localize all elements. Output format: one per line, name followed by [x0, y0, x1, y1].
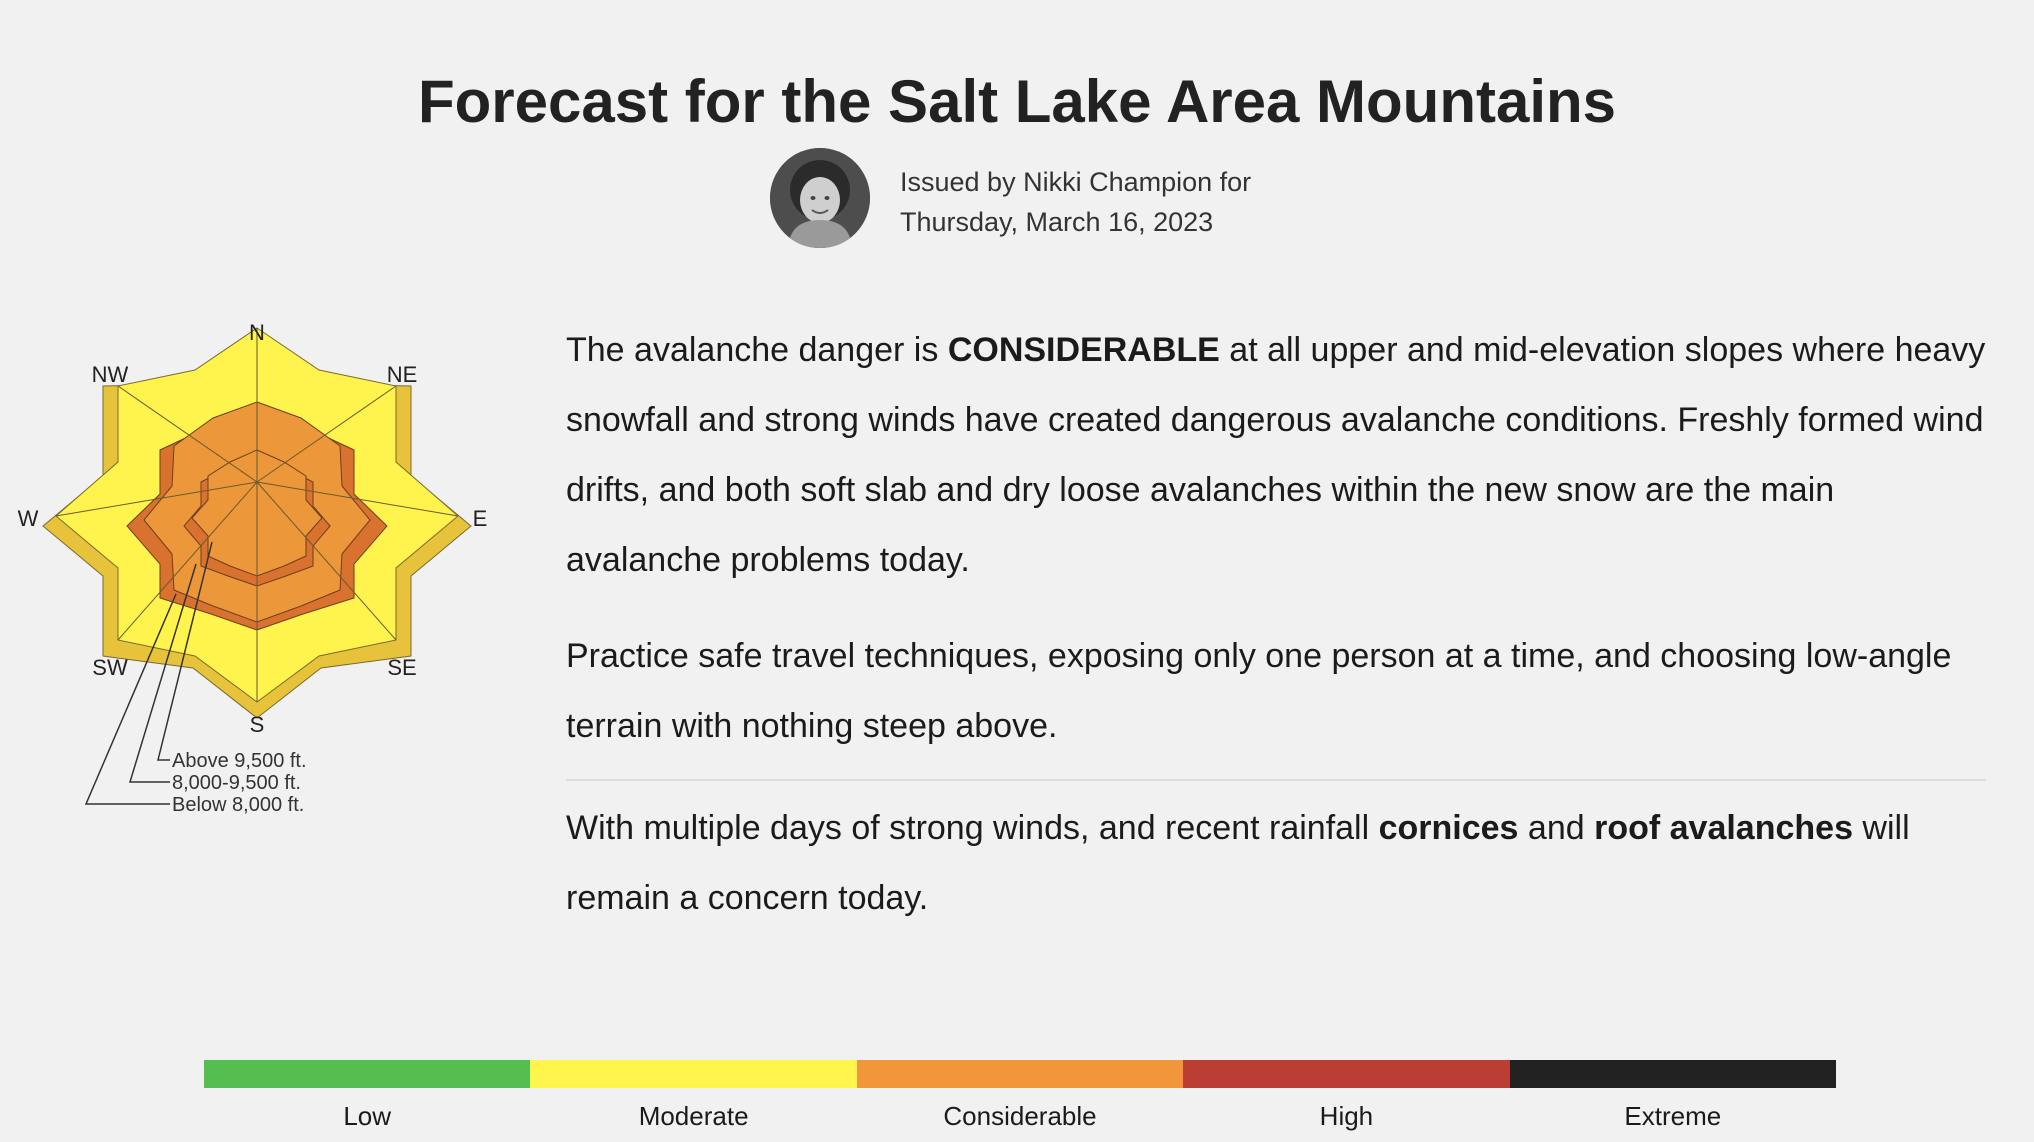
direction-label-n: N: [249, 320, 265, 345]
direction-label-ne: NE: [386, 362, 418, 387]
divider: [566, 779, 1986, 781]
danger-scale-low: [204, 1060, 530, 1134]
direction-label-nw: NW: [91, 362, 129, 387]
danger-scale-bar-moderate: [530, 1060, 856, 1088]
danger-scale-considerable: [857, 1060, 1183, 1134]
forecast-date: Thursday, March 16, 2023: [900, 207, 1214, 237]
paragraph-1-text-a: The avalanche danger is: [566, 331, 948, 369]
bottom-line-paragraph-2: Practice safe travel techniques, exposing only one person at a time, and choosing low-angle terrain with nothing steep above.: [566, 637, 1952, 745]
paragraph-1-text-b: at all upper and mid-elevation slopes where heavy snowfall and strong winds have created dangerous avalanche conditions. Freshly formed wind drifts, and both soft slab and dry loose avalanches within the new snow are the main avalanche problems today.: [566, 331, 1986, 579]
danger-scale-moderate: [530, 1060, 856, 1134]
bottom-line: [566, 315, 1986, 933]
bottom-line-paragraph-3: [566, 793, 1986, 933]
paragraph-3-text-b: and: [1518, 809, 1595, 847]
roof-avalanches-text: roof avalanches: [1594, 809, 1853, 847]
issuer-block: [770, 148, 1470, 250]
elevation-label-8000-9500: 8,000-9,500 ft.: [172, 772, 301, 794]
danger-rose: [0, 310, 500, 830]
danger-scale-bar-extreme: [1510, 1060, 1836, 1088]
danger-scale-bar-low: [204, 1060, 530, 1088]
danger-scale-high: [1183, 1060, 1509, 1134]
elevation-label-below-8000: Below 8,000 ft.: [172, 794, 305, 816]
danger-scale-bar-high: [1183, 1060, 1509, 1088]
danger-scale-label-considerable: Considerable: [943, 1101, 1097, 1131]
paragraph-3-text-c: will remain a concern today.: [566, 809, 1910, 917]
page-title: Forecast for the Salt Lake Area Mountains: [417, 68, 1617, 135]
danger-scale-extreme: [1510, 1060, 1836, 1134]
danger-scale-label-moderate: Moderate: [638, 1101, 749, 1131]
issued-by-text: [900, 162, 1251, 242]
direction-label-s: S: [249, 712, 265, 737]
direction-label-w: W: [17, 506, 39, 531]
danger-scale: [204, 1060, 1836, 1134]
elevation-label-above-9500: Above 9,500 ft.: [172, 750, 307, 772]
danger-scale-label-low: Low: [343, 1101, 392, 1131]
direction-label-sw: SW: [92, 655, 128, 680]
danger-level-text: CONSIDERABLE: [947, 331, 1220, 369]
bottom-line-paragraph-1: [566, 315, 1986, 595]
avatar: [770, 148, 870, 248]
cornices-text: cornices: [1378, 809, 1519, 847]
paragraph-3-text-a: With multiple days of strong winds, and recent rainfall: [566, 809, 1379, 847]
danger-scale-label-extreme: Extreme: [1624, 1101, 1722, 1131]
danger-scale-bar-considerable: [857, 1060, 1183, 1088]
danger-scale-label-high: High: [1319, 1101, 1374, 1131]
direction-label-e: E: [472, 506, 488, 531]
issued-by-line: Issued by Nikki Champion for: [900, 167, 1252, 197]
direction-label-se: SE: [387, 655, 417, 680]
